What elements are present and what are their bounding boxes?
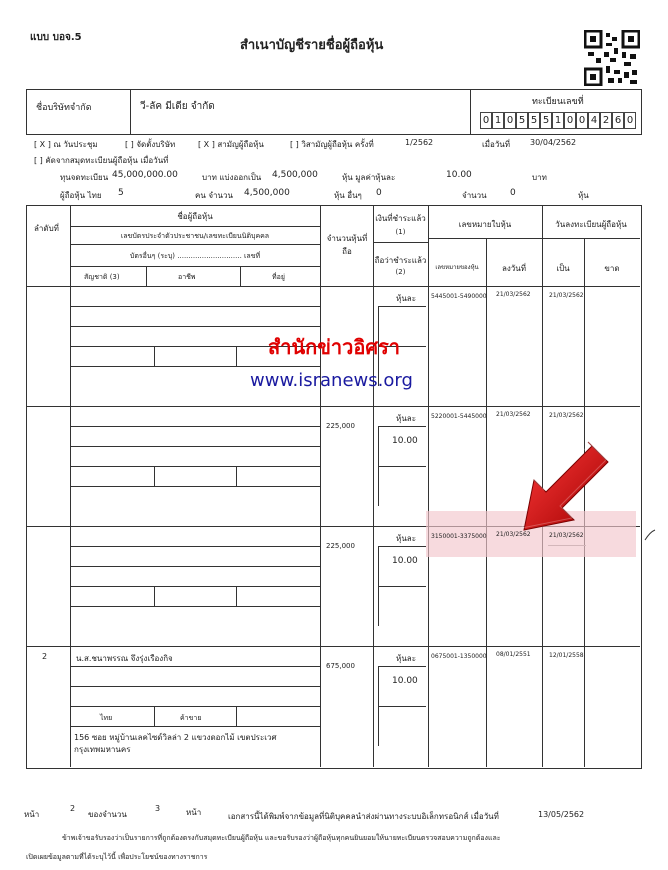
footer-total: 3 xyxy=(155,804,161,813)
col-paid-as-header: ถือว่าชำระแล้ว xyxy=(374,256,427,265)
thai-holders-label: ผู้ถือหุ้น ไทย xyxy=(60,191,102,200)
meeting-number: 1/2562 xyxy=(405,138,434,147)
col-paid-no: (1) xyxy=(395,228,406,236)
table-rule xyxy=(378,546,379,626)
registration-digit: 5 xyxy=(528,112,540,129)
footer-page-label: หน้า xyxy=(24,810,40,819)
table-rule xyxy=(70,326,320,327)
holder-address-line1: 156 ซอย หมู่บ้านเลคไซด์วิลล่า 2 แขวงดอกไม้ เขตประเวศ xyxy=(74,733,277,742)
share-price: 10.00 xyxy=(392,556,418,566)
reg-as-date: 21/03/2562 xyxy=(549,412,584,419)
col-occupation-header: อาชีพ xyxy=(178,273,196,281)
per-share-label: หุ้นละ xyxy=(396,414,416,423)
thai-shares-label: คน จำนวน xyxy=(195,191,233,200)
reg-as-date: 21/03/2562 xyxy=(549,532,584,539)
thai-holders: 5 xyxy=(118,188,124,198)
table-rule xyxy=(378,666,379,746)
other-holders: 0 xyxy=(376,188,382,198)
company-name: วี-ลัค มีเดีย จำกัด xyxy=(140,101,215,112)
other-shares-label: จำนวน xyxy=(462,191,487,200)
registration-digit: 0 xyxy=(576,112,588,129)
page-title: สำเนาบัญชีรายชื่อผู้ถือหุ้น xyxy=(240,38,384,53)
table-rule xyxy=(70,586,320,587)
table-rule xyxy=(378,666,426,667)
table-rule xyxy=(378,306,426,307)
meeting-option-4: [ ] วิสามัญผู้ถือหุ้น ครั้งที่ xyxy=(290,140,374,149)
per-share-label: หุ้นละ xyxy=(396,294,416,303)
cert-range: 5445001-5490000 xyxy=(431,293,487,300)
per-share-label: หุ้นละ xyxy=(396,654,416,663)
holder-occupation: ค้าขาย xyxy=(180,714,202,722)
footer-certification-line2: เปิดเผยข้อมูลตามที่ได้ระบุไว้นี้ เพื่อประโยชน์ของทางราชการ xyxy=(26,853,208,861)
registration-digit: 0 xyxy=(624,112,636,129)
table-rule xyxy=(70,486,320,487)
footer-of-label: ของจำนวน xyxy=(88,810,127,819)
table-rule xyxy=(378,426,379,506)
table-rule xyxy=(378,466,426,467)
table-rule xyxy=(70,606,320,607)
col-address-header: ที่อยู่ xyxy=(272,273,285,281)
par-label: หุ้น มูลค่าหุ้นละ xyxy=(342,173,396,182)
col-holder-header: ชื่อผู้ถือหุ้น xyxy=(177,212,213,221)
registered-capital: 45,000,000.00 xyxy=(112,170,178,180)
share-amount: 675,000 xyxy=(326,662,355,670)
shares-unit-label: หุ้น xyxy=(578,191,589,200)
form-code: แบบ บอจ.5 xyxy=(30,32,82,43)
holder-address-line2: กรุงเทพมหานคร xyxy=(74,745,131,754)
share-price: 10.00 xyxy=(392,436,418,446)
share-amount: 225,000 xyxy=(326,542,355,550)
table-rule xyxy=(154,346,155,366)
table-rule xyxy=(70,466,320,467)
qr-code-icon xyxy=(584,30,640,86)
col-nationality-header: สัญชาติ (3) xyxy=(84,273,120,281)
meeting-date-label: เมื่อวันที่ xyxy=(482,140,511,149)
registration-label: ทะเบียนเลขที่ xyxy=(532,97,584,107)
table-rule xyxy=(70,306,320,307)
cert-range: 5220001-5445000 xyxy=(431,413,487,420)
registration-digit: 0 xyxy=(504,112,516,129)
col-other-id-header: บัตรอื่นๆ (ระบุ) ............................. เลขที่ xyxy=(129,252,261,260)
meeting-option-3: [ X ] สามัญผู้ถือหุ้น xyxy=(198,140,264,149)
table-rule xyxy=(70,546,320,547)
col-cert-date-header: ลงวันที่ xyxy=(501,264,527,273)
company-name-label: ชื่อบริษัทจำกัด xyxy=(36,103,92,113)
table-rule xyxy=(236,346,237,366)
share-price: 10.00 xyxy=(392,676,418,686)
table-rule xyxy=(70,426,320,427)
cert-date: 21/03/2562 xyxy=(496,531,531,538)
footer-page: 2 xyxy=(70,804,76,813)
baht-label: บาท xyxy=(532,173,547,182)
other-holders-label: หุ้น อื่นๆ xyxy=(334,191,362,200)
table-rule xyxy=(70,726,320,727)
red-arrow-icon xyxy=(516,440,612,536)
registration-digit: 0 xyxy=(564,112,576,129)
col-cert-range-header: เลขหมายของหุ้น xyxy=(435,264,479,271)
registration-digit: 5 xyxy=(516,112,528,129)
col-cert-header: เลขหมายใบหุ้น xyxy=(458,220,512,229)
table-rule xyxy=(236,586,237,606)
table-rule xyxy=(70,706,320,707)
col-reg-end-header: ขาด xyxy=(604,264,620,273)
meeting-option-1: [ X ] ณ วันประชุม xyxy=(34,140,98,149)
copy-from-register: [ ] คัดจากสมุดทะเบียนผู้ถือหุ้น เมื่อวันที่ xyxy=(34,156,169,165)
registration-digit: 1 xyxy=(552,112,564,129)
par-value: 10.00 xyxy=(446,170,472,180)
total-shares: 4,500,000 xyxy=(272,170,318,180)
cert-date: 21/03/2562 xyxy=(496,291,531,298)
registration-digit: 5 xyxy=(540,112,552,129)
registration-digit: 2 xyxy=(600,112,612,129)
cert-range: 3150001-3375000 xyxy=(431,533,487,540)
cert-date: 08/01/2551 xyxy=(496,651,531,658)
table-rule xyxy=(378,706,426,707)
other-shares: 0 xyxy=(510,188,516,198)
footer-electronic-note: เอกสารนี้ได้พิมพ์จากข้อมูลที่นิติบุคคลนำส่งผ่านทางระบบอิเล็กทรอนิกส์ เมื่อวันที่ xyxy=(228,812,499,821)
per-share-label: หุ้นละ xyxy=(396,534,416,543)
reg-as-date: 12/01/2558 xyxy=(549,652,584,659)
table-rule xyxy=(378,546,426,547)
cert-range: 0675001-1350000 xyxy=(431,653,487,660)
reg-as-date: 21/03/2562 xyxy=(549,292,584,299)
registration-digit: 1 xyxy=(492,112,504,129)
footer-certification-line1: ข้าพเจ้าขอรับรองว่าเป็นรายการที่ถูกต้องตรงกับสมุดทะเบียนผู้ถือหุ้น และขอรับรองว่าผู้ถือหุ้นทุกคนยินยอมให้นายทะเบียนตรวจสอบความถูกต้องและ xyxy=(62,834,501,842)
share-amount: 225,000 xyxy=(326,422,355,430)
registration-digit: 0 xyxy=(480,112,492,129)
registered-capital-label: ทุนจดทะเบียน xyxy=(60,173,109,182)
cert-date: 21/03/2562 xyxy=(496,411,531,418)
row-seq: 2 xyxy=(42,652,48,661)
table-rule xyxy=(378,426,426,427)
col-reg-as-header: เป็น xyxy=(556,264,570,273)
table-rule xyxy=(154,586,155,606)
col-paid-header: เงินที่ชำระแล้ว xyxy=(375,214,426,223)
table-rule xyxy=(70,366,320,367)
registration-digit: 4 xyxy=(588,112,600,129)
holder-nationality: ไทย xyxy=(100,714,113,722)
meeting-date: 30/04/2562 xyxy=(530,138,577,147)
holder-name: น.ส.ชนาพรรณ จึงรุ่งเรืองกิจ xyxy=(76,654,173,663)
col-amount-header: จำนวนหุ้นที่ถือ xyxy=(326,234,368,256)
table-rule xyxy=(154,706,155,726)
table-rule xyxy=(236,706,237,726)
registration-number xyxy=(480,112,640,129)
split-label: บาท แบ่งออกเป็น xyxy=(202,173,262,182)
col-seq-header: ลำดับที่ xyxy=(34,224,59,233)
pen-mark-icon xyxy=(644,528,656,542)
table-rule xyxy=(70,566,320,567)
footer-page-label2: หน้า xyxy=(186,808,202,817)
thai-shares: 4,500,000 xyxy=(244,188,290,198)
col-reg-date-header: วันลงทะเบียนผู้ถือหุ้น xyxy=(555,220,627,229)
col-paid-as-no: (2) xyxy=(395,268,406,276)
col-id-header: เลขบัตรประจำตัวประชาชน/เลขทะเบียนนิติบุคคล xyxy=(120,232,270,240)
table-rule xyxy=(236,466,237,486)
footer-electronic-date: 13/05/2562 xyxy=(538,810,585,819)
watermark-url: www.isranews.org xyxy=(250,370,413,391)
table-rule xyxy=(378,586,426,587)
table-rule xyxy=(70,666,320,667)
registration-digit: 6 xyxy=(612,112,624,129)
table-rule xyxy=(70,446,320,447)
table-rule xyxy=(70,686,320,687)
table-rule xyxy=(154,466,155,486)
watermark-name: สำนักข่าวอิศรา xyxy=(268,335,401,359)
meeting-option-2: [ ] จัดตั้งบริษัท xyxy=(125,140,176,149)
